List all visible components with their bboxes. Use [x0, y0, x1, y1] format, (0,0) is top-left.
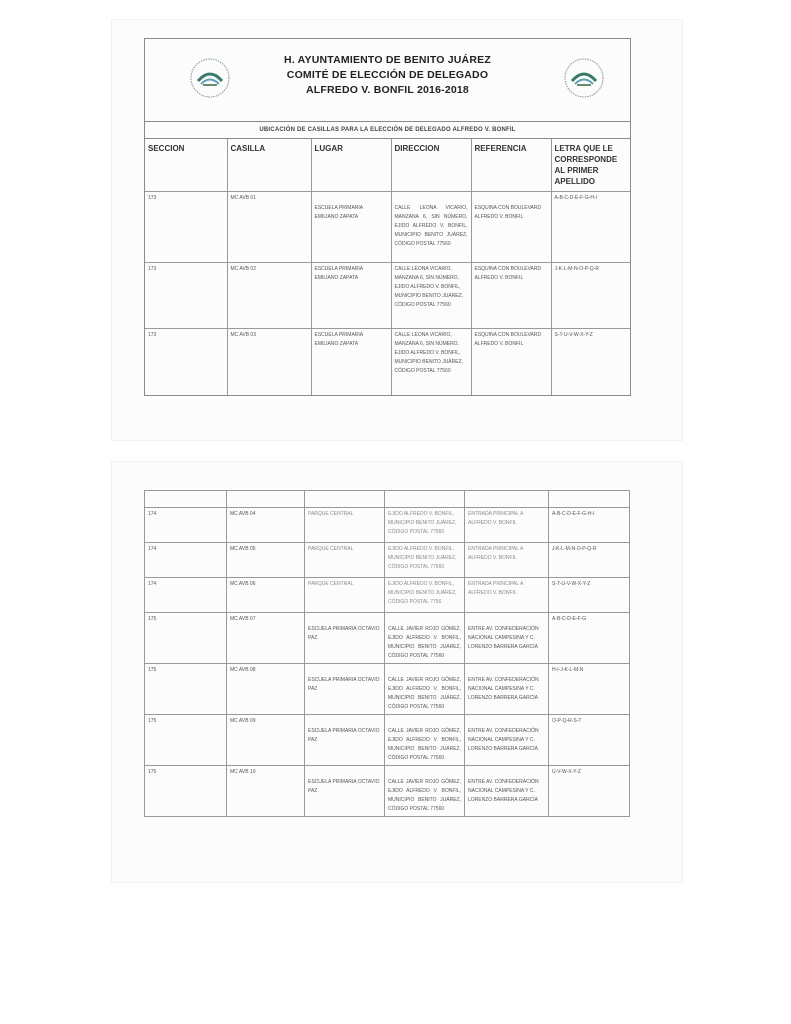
column-header-letra: LETRA QUE LE CORRESPONDE AL PRIMER APELLIDO [551, 139, 630, 192]
cell-lugar: PARQUE CENTRAL [305, 578, 385, 613]
cell-direccion: CALLE JAVIER ROJO GÓMEZ, EJIDO ALFREDO V. BONFIL, MUNICIPIO BENITO JUÁREZ, CÓDIGO POSTAL 77560 [385, 766, 465, 817]
table-row [145, 263, 630, 329]
cell-lugar: ESCUELA PRIMARIA OCTAVIO PAZ [305, 664, 385, 715]
cell-lugar: ESCUELA PRIMARIA EMILIANO ZAPATA [311, 329, 391, 395]
cell-casilla: MC AVB 08 [227, 664, 305, 715]
cell-referencia: ENTRE AV. CONFEDERACIÓN NACIONAL CAMPESINA Y C. LORENZO BARRERA GARCÍA [465, 766, 549, 817]
cell-referencia: ESQUINA CON BOULEVARD ALFREDO V. BONFIL [471, 329, 551, 395]
cell-casilla: MC AVB 06 [227, 578, 305, 613]
document-subtitle: UBICACIÓN DE CASILLAS PARA LA ELECCIÓN DE DELEGADO ALFREDO V. BONFIL [145, 122, 630, 139]
cell-casilla: MC AVB 09 [227, 715, 305, 766]
cell-lugar: PARQUE CENTRAL [305, 543, 385, 578]
cell-casilla: MC AVB 01 [227, 192, 311, 263]
cell-referencia: ESQUINA CON BOULEVARD ALFREDO V. BONFIL [471, 192, 551, 263]
cell-letra: S-T-U-V-W-X-Y-Z [549, 578, 630, 613]
column-header-referencia: REFERENCIA [471, 139, 551, 192]
cell-seccion: 175 [145, 613, 227, 664]
cell-direccion: EJIDO ALFREDO V. BONFIL, MUNICIPIO BENITO JUÁREZ, CÓDIGO POSTAL 77560 [385, 543, 465, 578]
cell-seccion: 175 [145, 766, 227, 817]
cell-direccion: CALLE JAVIER ROJO GÓMEZ, EJIDO ALFREDO V. BONFIL, MUNICIPIO BENITO JUÁREZ, CÓDIGO POSTAL 77560 [385, 715, 465, 766]
cell-seccion: 174 [145, 508, 227, 543]
cell-direccion: CALLE JAVIER ROJO GÓMEZ, EJIDO ALFREDO V. BONFIL, MUNICIPIO BENITO JUÁREZ, CÓDIGO POSTAL 77560 [385, 613, 465, 664]
cell-casilla: MC AVB 07 [227, 613, 305, 664]
table-blank-row [145, 491, 630, 508]
cell-seccion: 173 [145, 329, 227, 395]
cell-referencia: ENTRE AV. CONFEDERACIÓN NACIONAL CAMPESINA Y C. LORENZO BARRERA GARCÍA [465, 613, 549, 664]
cell-letra: U-V-W-X-Y-Z [549, 766, 630, 817]
cell-seccion: 175 [145, 715, 227, 766]
cell-referencia: ENTRADA PRINCIPAL A ALFREDO V. BONFIL [465, 543, 549, 578]
cell-casilla: MC AVB 04 [227, 508, 305, 543]
cell-letra: A-B-C-D-E-F-G-H-I [551, 192, 630, 263]
municipal-seal-right-icon [563, 57, 605, 99]
cell-seccion: 173 [145, 263, 227, 329]
cell-lugar: ESCUELA PRIMARIA EMILIANO ZAPATA [311, 192, 391, 263]
cell-direccion: CALLE LEONA VICARIO, MANZANA 6, SIN NÚMERO, EJIDO ALFREDO V. BONFIL, MUNICIPIO BENITO JUÁREZ, CÓDIGO POSTAL 77560 [391, 329, 471, 395]
cell-casilla: MC AVB 03 [227, 329, 311, 395]
column-header-seccion: SECCION [145, 139, 227, 192]
polling-table-page-1 [145, 139, 630, 395]
table-row [145, 613, 630, 664]
table-row [145, 543, 630, 578]
table-row [145, 329, 630, 395]
document-page-1 [144, 38, 631, 396]
header-title-line-3: ALFREDO V. BONFIL 2016-2018 [306, 84, 469, 96]
cell-letra: J-K-L-M-N-O-P-Q-R [549, 543, 630, 578]
cell-seccion: 173 [145, 192, 227, 263]
table-header-row [145, 139, 630, 192]
cell-referencia: ESQUINA CON BOULEVARD ALFREDO V. BONFIL [471, 263, 551, 329]
table-row [145, 715, 630, 766]
cell-direccion: EJIDO ALFREDO V. BONFIL, MUNICIPIO BENITO JUÁREZ, CÓDIGO POSTAL 7756 [385, 578, 465, 613]
header-title-line-1: H. AYUNTAMIENTO DE BENITO JUÁREZ [284, 54, 491, 66]
cell-referencia: ENTRADA PRINCIPAL A ALFREDO V. BONFIL [465, 578, 549, 613]
cell-seccion: 174 [145, 543, 227, 578]
column-header-casilla: CASILLA [227, 139, 311, 192]
cell-lugar: ESCUELA PRIMARIA OCTAVIO PAZ [305, 715, 385, 766]
cell-direccion: CALLE LEONA VICARIO, MANZANA 6, SIN NÚMERO, EJIDO ALFREDO V. BONFIL, MUNICIPIO BENITO JUÁREZ, CÓDIGO POSTAL 77560 [391, 263, 471, 329]
table-row [145, 664, 630, 715]
cell-direccion: CALLE JAVIER ROJO GÓMEZ, EJIDO ALFREDO V. BONFIL, MUNICIPIO BENITO JUÁREZ, CÓDIGO POSTAL 77560 [385, 664, 465, 715]
cell-casilla: MC AVB 02 [227, 263, 311, 329]
cell-letra: S-T-U-V-W-X-Y-Z [551, 329, 630, 395]
table-row [145, 578, 630, 613]
cell-letra: A-B-C-D-E-F-G [549, 613, 630, 664]
cell-referencia: ENTRE AV. CONFEDERACIÓN NACIONAL CAMPESINA Y C. LORENZO BARRERA GARCÍA [465, 715, 549, 766]
column-header-lugar: LUGAR [311, 139, 391, 192]
cell-referencia: ENTRE AV. CONFEDERACIÓN NACIONAL CAMPESINA Y C. LORENZO BARRERA GARCÍA [465, 664, 549, 715]
cell-referencia: ENTRADA PRINCIPAL A ALFREDO V. BONFIL [465, 508, 549, 543]
document-header [145, 39, 630, 122]
table-row [145, 766, 630, 817]
cell-direccion: EJIDO ALFREDO V. BONFIL, MUNICIPIO BENITO JUÁREZ, CÓDIGO POSTAL 77560 [385, 508, 465, 543]
column-header-direccion: DIRECCION [391, 139, 471, 192]
document-page-2 [144, 490, 629, 817]
cell-casilla: MC AVB 05 [227, 543, 305, 578]
cell-letra: H-I-J-K-L-M-N [549, 664, 630, 715]
cell-lugar: ESCUELA PRIMARIA EMILIANO ZAPATA [311, 263, 391, 329]
table-row [145, 192, 630, 263]
table-row [145, 508, 630, 543]
cell-letra: J-K-L-M-N-O-P-Q-R [551, 263, 630, 329]
cell-direccion: CALLE LEONA VICARIO, MANZANA 6, SIN NÚMERO, EJIDO ALFREDO V. BONFIL, MUNICIPIO BENITO JUÁREZ, CÓDIGO POSTAL 77560 [391, 192, 471, 263]
cell-lugar: ESCUELA PRIMARIA OCTAVIO PAZ [305, 613, 385, 664]
cell-letra: A-B-C-D-E-F-G-H-I [549, 508, 630, 543]
header-title-line-2: COMITÉ DE ELECCIÓN DE DELEGADO [286, 69, 489, 81]
cell-casilla: MC AVB 10 [227, 766, 305, 817]
cell-lugar: ESCUELA PRIMARIA OCTAVIO PAZ [305, 766, 385, 817]
cell-seccion: 175 [145, 664, 227, 715]
polling-table-page-2 [144, 490, 630, 817]
cell-letra: O-P-Q-R-S-T [549, 715, 630, 766]
cell-seccion: 174 [145, 578, 227, 613]
cell-lugar: PARQUE CENTRAL [305, 508, 385, 543]
